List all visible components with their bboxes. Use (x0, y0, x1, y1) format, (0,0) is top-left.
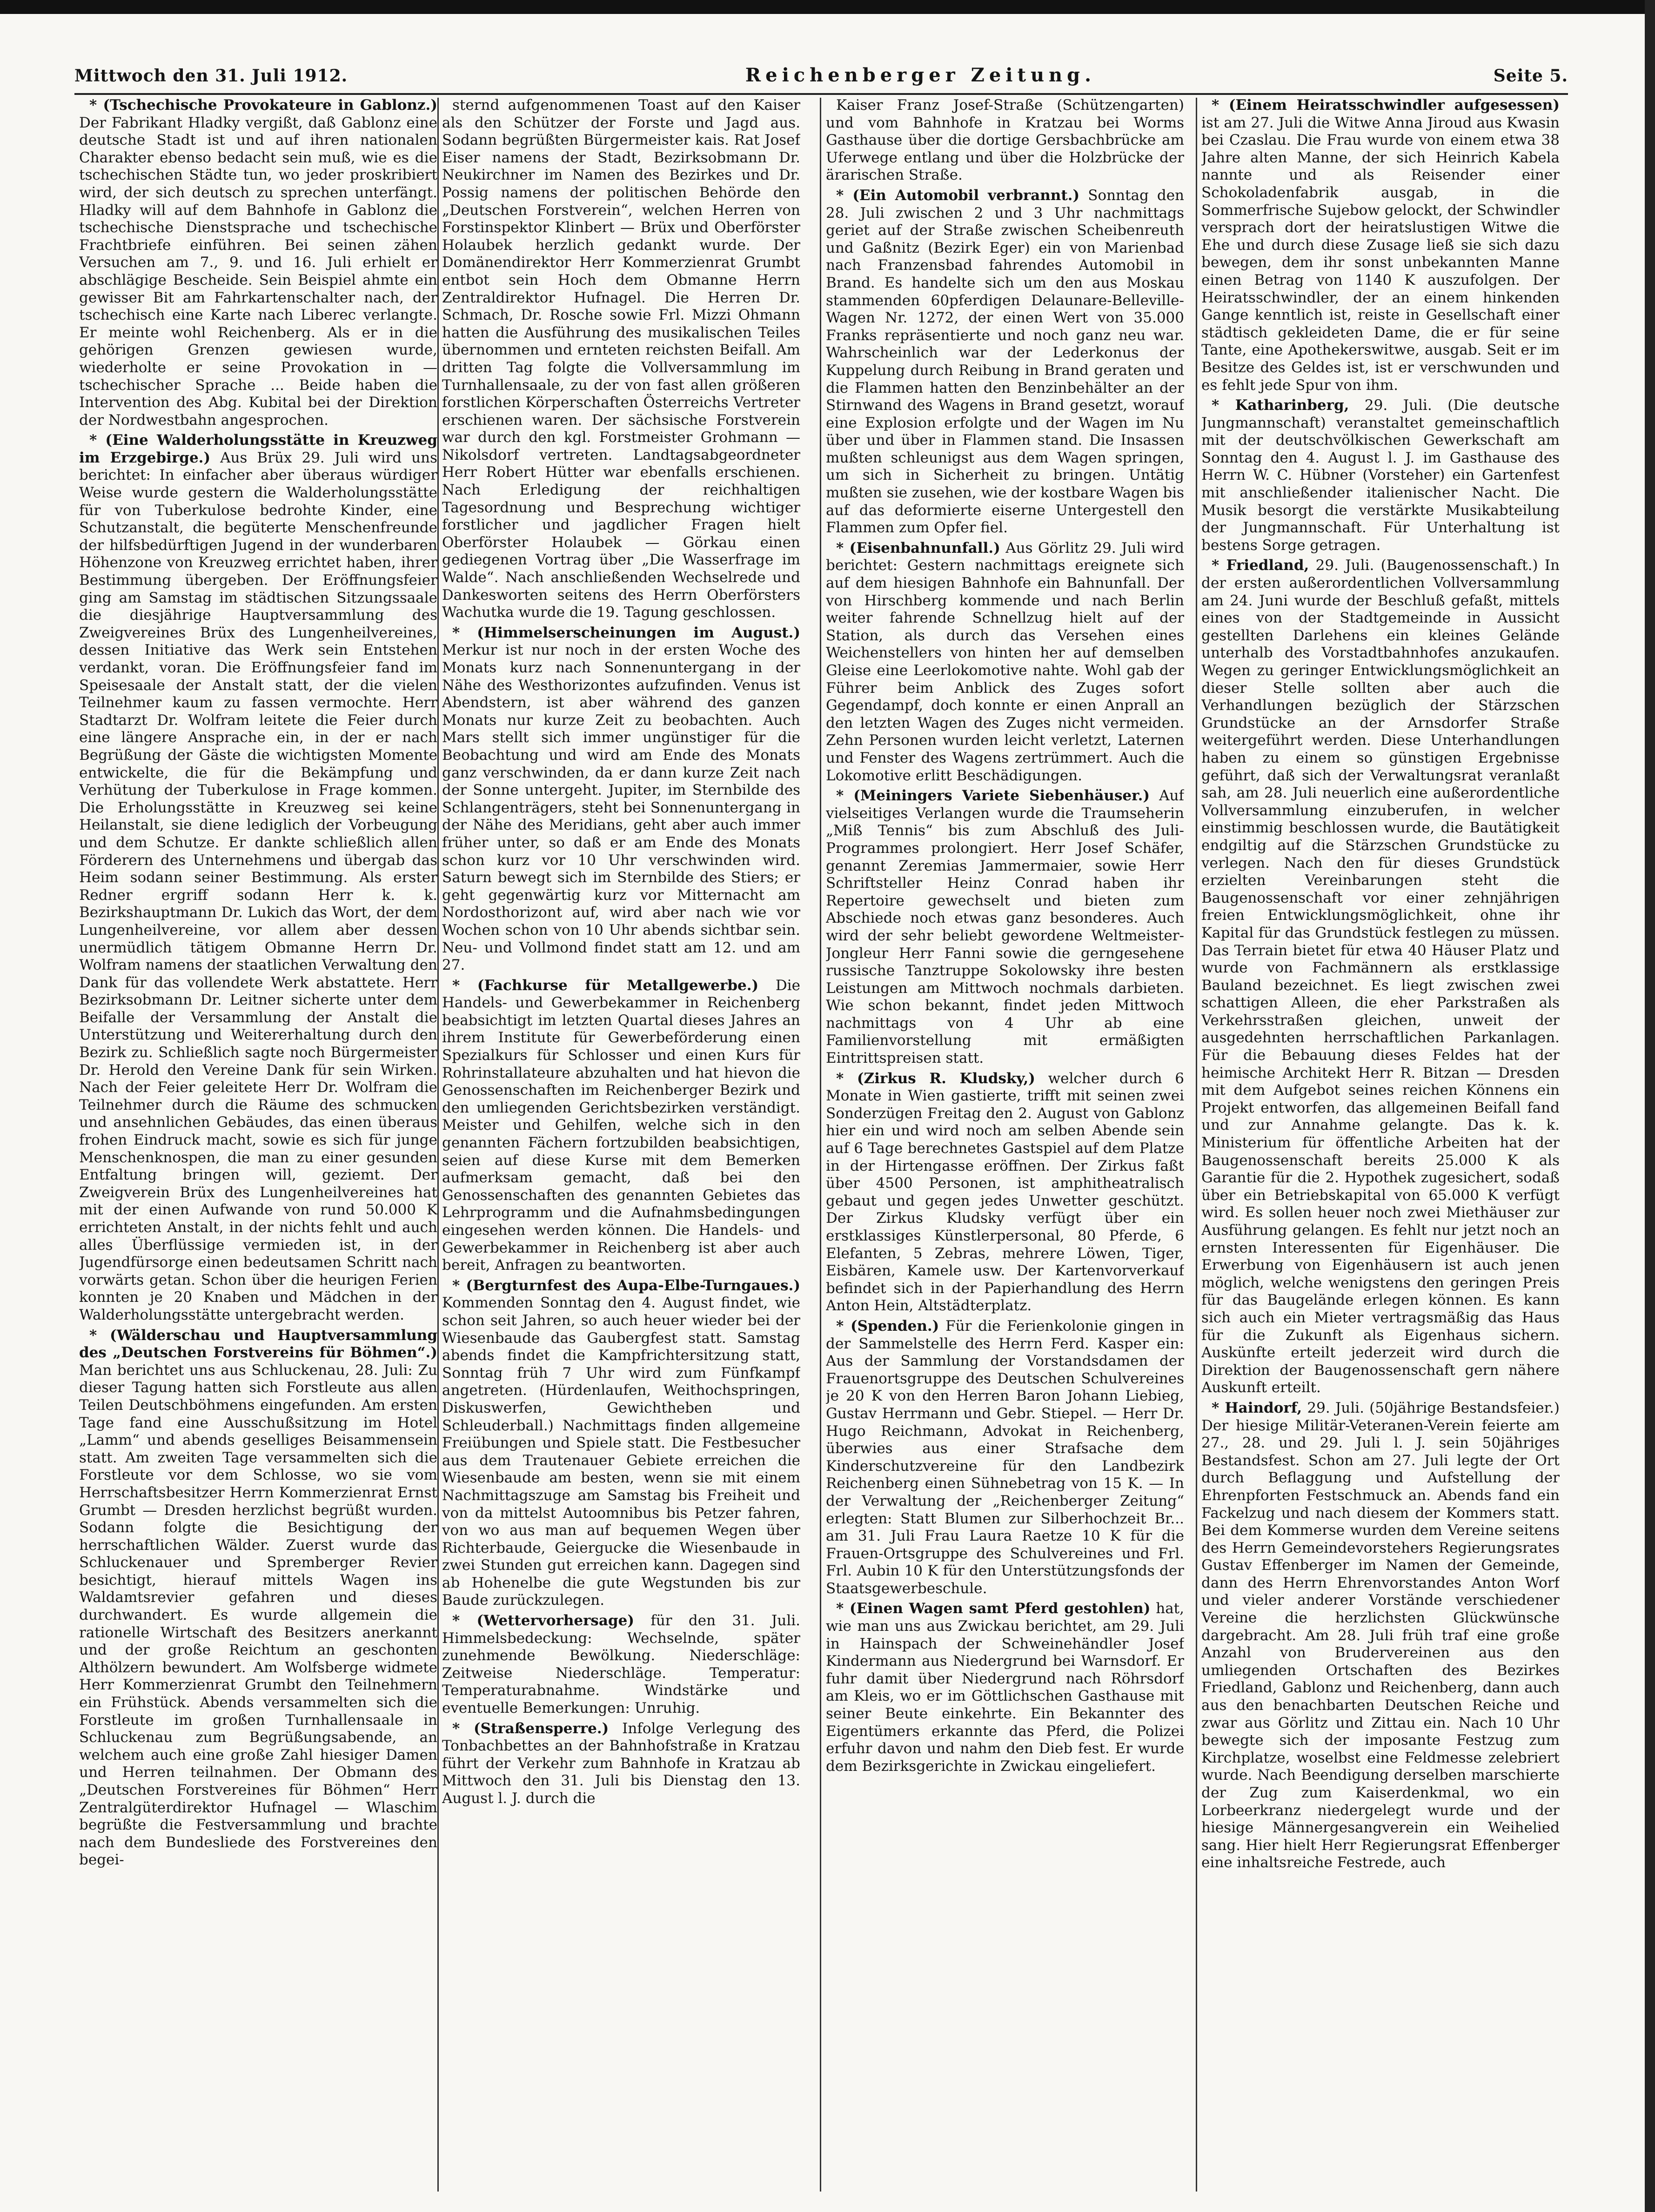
header-date: Mittwoch den 31. Juli 1912. (74, 66, 348, 86)
column-divider (437, 98, 439, 2192)
column-1 (79, 97, 437, 2191)
article (1201, 397, 1560, 554)
article-headline: * (Einem Heiratsschwindler aufgesessen) (1212, 97, 1560, 114)
article (826, 787, 1184, 1067)
article-headline: * (Tschechische Provokateure in Gablonz.) (89, 97, 437, 114)
article-body: Kommenden Sonntag den 4. August findet, wie schon seit Jahren, so auch heuer wieder bei der Wiesenbaude das Gaubergfest statt. Samstag abends findet die Kampfrichtersitzung statt, Sonntag früh 7 Uhr wird zum Fünfkampf angetreten. (Hürdenlaufen, Weithochspringen, Diskuswerfen, Gewichtheben und Schleuderball.) Nachmittags finden allgemeine Freiübungen und Spiele statt. Die Festbesucher aus dem Trautenauer Gebiete erreichen die Wiesenbaude am besten, wenn sie mit einem Nachmittagszuge am Samstag bis Freiheit und von da mittelst Autoomnibus bis Petzer fahren, von wo aus man auf bequemen Wegen über Richterbaude, Geiergucke die Wiesenbaude in zwei Stunden gut erreichen kann. Dagegen sind ab Hohenelbe die gute Wegstunden bis zur Baude zurückzulegen. (442, 1294, 800, 1609)
article-body: Aus Görlitz 29. Juli wird berichtet: Gestern nachmittags ereignete sich auf dem hiesigen Bahnhofe ein Bahnunfall. Der von Hirschberg kommende und nach Berlin weiter fahrende Schnellzug hielt auf der Station, als durch das Versehen eines Weichenstellers von hinten her auf demselben Gleise eine Leerlokomotive nahte. Wohl gab der Führer beim Anblick des Zuges sofort Gegendampf, doch konnte er einen Anprall an den letzten Wagen des Zuges nicht vermeiden. Zehn Personen wurden leicht verletzt, Laternen und Fenster des Wagens zertrümmert. Auch die Lokomotive erlitt Beschädigungen. (826, 539, 1184, 784)
article-body: für den 31. Juli. Himmelsbedeckung: Wechselnde, später zunehmende Bewölkung. Niederschläge: Zeitweise Niederschläge. Temperatur: Temperaturabnahme. Windstärke und eventuelle Bemerkungen: Unruhig. (442, 1612, 800, 1717)
article-headline: * (Fachkurse für Metallgewerbe.) (452, 977, 759, 994)
article-body: hat, wie man uns aus Zwickau berichtet, am 29. Juli in Hainspach der Schweinehändler Josef Kindermann aus Niedergrund bei Warnsdorf. Er fuhr damit über Niedergrund nach Röhrsdorf am Kleis, wo er im Göttlichschen Gasthause mit seiner Beute einkehrte. Ein Bekannter des Eigentümers erkannte das Pferd, die Polizei erfuhr davon und nahm den Dieb fest. Er wurde dem Bezirksgerichte in Zwickau eingeliefert. (826, 1600, 1184, 1775)
newspaper-title: Reichenberger Zeitung. (745, 64, 1096, 86)
article-body: 29. Juli. (50jährige Bestandsfeier.) Der hiesige Militär-Veteranen-Verein feierte am 27., 28. und 29. Juli l. J. sein 50jähriges Bestandsfest. Schon am 27. Juli legte der Ort durch Beflaggung und Aufstellung der Ehrenpforten Festschmuck an. Abends fand ein Fackelzug und nach diesem der Kommers statt. Bei dem Kommerse wurden dem Vereine seitens des Herrn Gemeindevorstehers Regierungsrates Gustav Effenberger im Namen der Gemeinde, dann des Herrn Ehrenvorstandes Anton Worf und vieler anderer Vorstände verschiedener Vereine die herzlichsten Glückwünsche dargebracht. Am 28. Juli früh traf eine große Anzahl von Brudervereinen aus den umliegenden Ortschaften des Bezirkes Friedland, Gablonz und Reichenberg, dann auch aus den benachbarten Deutschen Reiche und zwar aus Görlitz und Zittau ein. Nach 10 Uhr bewegte sich der imposante Festzug zum Kirchplatze, woselbst eine Feldmesse zelebriert wurde. Nach Beendigung derselben marschierte der Zug zum Kaiserdenkmal, wo ein Lorbeerkranz niedergelegt wurde und der hiesige Männergesangverein ein Weihelied sang. Hier hielt Herr Regierungsrat Effenberger eine inhaltsreiche Festrede, auch (1201, 1399, 1560, 1871)
article-headline: * (Wälderschau und Hauptversammlung des „Deutschen Forstvereins für Böhmen“.) (79, 1327, 437, 1361)
article (1201, 557, 1560, 1397)
article-headline: * (Eisenbahnunfall.) (836, 539, 1000, 556)
article-headline: * (Ein Automobil verbrannt.) (836, 187, 1080, 204)
article-body: Kaiser Franz Josef-Straße (Schützengarten) und vom Bahnhofe in Kratzau bei Worms Gasthause über die dortige Gersbachbrücke am Uferwege entlang und über die Holzbrücke der ärarischen Straße. (826, 97, 1184, 184)
article-body: Der Fabrikant Hladky vergißt, daß Gablonz eine deutsche Stadt ist und auf ihren nationalen Charakter ebenso bedacht sein muß, wie es die tschechischen Städte tun, wo jeder proskribiert wird, der sich deutsch zu sprechen unterfängt. Hladky will auf dem Bahnhofe in Gablonz die tschechische Dienstsprache und tschechische Frachtbriefe einführen. Bei seinen zähen Versuchen am 7., 9. und 16. Juli erhielt er abschlägige Bescheide. Sein Beispiel ahmte ein gewisser Bit am Fahrkartenschalter nach, der tschechisch eine Karte nach Liberec verlangte. Er meinte wohl Reichenberg. Als er in die gehörigen Grenzen gewiesen wurde, wiederholte er seine Provokation in — tschechischer Sprache ... Beide haben die Intervention des Abg. Kubital bei der Direktion der Nordwestbahn angesprochen. (79, 114, 437, 429)
article (442, 624, 800, 974)
column-divider (820, 98, 821, 2192)
article-body: Merkur ist nur noch in der ersten Woche des Monats kurz nach Sonnenuntergang in der Nähe des Westhorizontes aufzufinden. Venus ist Abendstern, ist aber während des ganzen Monats nur kurze Zeit zu beobachten. Auch Mars stellt sich immer ungünstiger für die Beobachtung und wird am Ende des Monats ganz verschwinden, da er dann kurze Zeit nach der Sonne untergeht. Jupiter, im Sternbilde des Schlangenträgers, steht bei Sonnenuntergang in der Nähe des Meridians, geht aber auch immer früher unter, so daß er am Ende des Monats schon kurz vor 10 Uhr verschwinden wird. Saturn bewegt sich im Sternbilde des Stiers; er geht gegenwärtig kurz vor Mitternacht am Nordosthorizont auf, wird aber nach wie vor Wochen schon von 10 Uhr abends sichtbar sein. Neu- und Vollmond findet statt am 12. und am 27. (442, 642, 800, 974)
article-headline: * Haindorf, (1212, 1399, 1302, 1416)
article (826, 1070, 1184, 1315)
article (1201, 1400, 1560, 1872)
article (826, 540, 1184, 784)
column-3 (826, 97, 1184, 2191)
article-headline: * Katharinberg, (1212, 397, 1349, 414)
article-headline: * (Einen Wagen samt Pferd gestohlen) (836, 1600, 1151, 1617)
article (826, 1318, 1184, 1598)
column-2 (442, 97, 800, 2191)
article-body: ist am 27. Juli die Witwe Anna Jiroud aus Kwasin bei Czaslau. Die Frau wurde von einem etwa 38 Jahre alten Manne, der sich Heinrich Kabela nannte und als Reisender einer Schokoladenfabrik ausgab, in die Sommerfrische Sujebow gelockt, der Schwindler versprach dort der heiratslustigen Witwe die Ehe und durch diese Zusage ließ sie sich dazu bewegen, dem ihr sonst unbekannten Manne einen Betrag von 1140 K auszufolgen. Der Heiratsschwindler, der an einem hinkenden Gange kenntlich ist, reiste in Gesellschaft einer städtisch gekleideten Dame, die er für seine Tante, eine Apothekerswitwe, ausgab. Seit er im Besitze des Geldes ist, ist er verschwunden und es fehlt jede Spur von ihm. (1201, 114, 1560, 394)
article-headline: * (Himmelserscheinungen im August.) (452, 624, 800, 641)
article-headline: * (Eine Walderholungsstätte in Kreuzweg im Erzgebirge.) (79, 432, 437, 466)
article-body: Für die Ferienkolonie gingen in der Sammelstelle des Herrn Ferd. Kasper ein: Aus der Sammlung der Vorstandsdamen der Frauenortsgruppe des Deutschen Schulvereines je 20 K von den Herren Baron Johann Liebieg, Gustav Herrmann und Gebr. Stiepel. — Herr Dr. Hugo Reichmann, Advokat in Reichenberg, überwies aus einer Strafsache dem Kinderschutzvereine für den Landbezirk Reichenberg einen Sühnebetrag von 15 K. — In der Verwaltung der „Reichenberger Zeitung“ erlegten: Statt Blumen zur Silberhochzeit Br... am 31. Juli Frau Laura Raetze 10 K für die Frauen-Ortsgruppe des Schulvereines und Frl. Frl. Aubin 10 K für den Unterstützungsfonds der Staatsgewerbeschule. (826, 1317, 1184, 1597)
article (79, 97, 437, 429)
article-body: Infolge Verlegung des Tonbachbettes an der Bahnhofstraße in Kratzau führt der Verkehr zum Bahnhofe in Kratzau ab Mittwoch den 31. Juli bis Dienstag den 13. August l. J. durch die (442, 1720, 800, 1807)
article-body: welcher durch 6 Monate in Wien gastierte, trifft mit seinen zwei Sonderzügen Freitag den 2. August von Gablonz hier ein und wird noch am selben Abende sein auf 6 Tage berechnetes Gastspiel auf dem Platze in der Hirtengasse eröffnen. Der Zirkus faßt über 4500 Personen, ist amphitheatralisch gebaut und gegen jedes Unwetter geschützt. Der Zirkus Kludsky verfügt über ein erstklassiges Künstlerpersonal, 80 Pferde, 6 Elefanten, 5 Zebras, mehrere Löwen, Tiger, Eisbären, Kamele usw. Der Kartenvorverkauf befindet sich in der Papierhandlung des Herrn Anton Hein, Altstädterplatz. (826, 1070, 1184, 1314)
article (442, 1720, 800, 1808)
article-body: Sonntag den 28. Juli zwischen 2 und 3 Uhr nachmittags geriet auf der Straße zwischen Scheibenreuth und Gaßnitz (Bezirk Eger) ein von Marienbad nach Franzensbad fahrendes Automobil in Brand. Es handelte sich um den aus Moskau stammenden 60pferdigen Delaunare-Belleville-Wagen Nr. 1272, der einen Wert von 35.000 Franks repräsentierte und noch ganz neu war. Wahrscheinlich war der Lederkonus der Kuppelung durch Reibung in Brand geraten und die Flammen hatten den Benzinbehälter an der Stirnwand des Wagens in Brand gesetzt, worauf eine Explosion erfolgte und der Wagen im Nu über und über in Flammen stand. Die Insassen mußten schleunigst aus dem Wagen springen, um sich in Sicherheit zu bringen. Untätig mußten sie zusehen, wie der kostbare Wagen bis auf das deformierte eiserne Untergestell den Flammen zum Opfer fiel. (826, 187, 1184, 536)
article-headline: * (Zirkus R. Kludsky,) (836, 1070, 1035, 1087)
article (79, 1327, 437, 1869)
page-number: Seite 5. (1493, 66, 1568, 86)
article-body: Aus Brüx 29. Juli wird uns berichtet: In einfacher aber überaus würdiger Weise wurde gestern die Walderholungsstätte für von Tuberkulose bedrohte Kinder, eine Schutzanstalt, die begüterte Menschenfreunde der hilfsbedürftigen Jugend in der wunderbaren Höhenzone von Kreuzweg errichtet haben, ihrer Bestimmung übergeben. Der Eröffnungsfeier ging am Samstag im städtischen Sitzungssaale die diesjährige Hauptversammlung des Zweigvereines Brüx des Lungenheilvereines, dessen Initiative das Werk sein Entstehen verdankt, voran. Die Eröffnungsfeier fand im Speisesaale der Anstalt statt, der die vielen Teilnehmer kaum zu fassen vermochte. Herr Stadtarzt Dr. Wolfram leitete die Feier durch eine längere Ansprache ein, in der er nach Begrüßung der Gäste die wichtigsten Momente entwickelte, die für die Bekämpfung und Verhütung der Tuberkulose in Frage kommen. Die Erholungsstätte in Kreuzweg sei keine Heilanstalt, sie diene lediglich der Vorbeugung und dem Schutze. Er dankte schließlich allen Förderern des Unternehmens und übergab das Heim sodann seiner Bestimmung. Als erster Redner ergriff sodann Herr k. k. Bezirkshauptmann Dr. Lukich das Wort, der dem Lungenheilvereine, vor allem aber dessen unermüdlich tätigem Obmanne Herrn Dr. Wolfram namens der staatlichen Verwaltung den Dank für das vollendete Werk abstattete. Herr Bezirksobmann Dr. Leitner sicherte unter dem Beifalle der Versammlung der Anstalt die Unterstützung und Weitererhaltung durch den Bezirk zu. Schließlich sagte noch Bürgermeister Dr. Herold den Vereine Dank für sein Wirken. Nach der Feier geleitete Herr Dr. Wolfram die Teilnehmer durch die Räume des schmucken und ansehnlichen Gebäudes, das einen überaus frohen Eindruck macht, sowie es sich für junge Menschenknospen, die man zu einer gesunden Entfaltung bringen will, geziemt. Der Zweigverein Brüx des Lungenheilvereines hat mit der einen Aufwande von rund 50.000 K errichteten Anstalt, in der nichts fehlt und auch alles Überflüssige vermieden ist, in der Jugendfürsorge einen bedeutsamen Schritt nach vorwärts getan. Schon über die heurigen Ferien konnten je 20 Knaben und Mädchen in der Walderholungsstätte untergebracht werden. (79, 449, 437, 1323)
page-header (74, 64, 1568, 92)
article-headline: * (Bergturnfest des Aupa-Elbe-Turngaues.) (452, 1277, 800, 1294)
article (442, 1277, 800, 1609)
article (826, 97, 1184, 184)
article (442, 977, 800, 1274)
column-divider (1196, 98, 1197, 2192)
column-4 (1201, 97, 1560, 2191)
article-body: sternd aufgenommenen Toast auf den Kaiser als den Schützer der Forste und Jagd aus. Sodann begrüßten Bürgermeister kais. Rat Josef Eiser namens der Stadt, Bezirksobmann Dr. Neukirchner im Namen des Bezirkes und Dr. Possig namens der politischen Behörde den „Deutschen Forstverein“, welchen Herren von Forstinspektor Klinbert — Brüx und Oberförster Holaubek herzlich gedankt wurde. Der Domänendirektor Herr Kommerzienrat Grumbt entbot sein Hoch dem Obmanne Herrn Zentraldirektor Hufnagel. Die Herren Dr. Schmach, Dr. Rosche sowie Frl. Mizzi Ohmann hatten die Ausführung des musikalischen Teiles übernommen und ernteten reichsten Beifall. Am dritten Tag folgte die Vollversammlung im Turnhallensaale, zu der von fast allen größeren forstlichen Körperschaften Österreichs Vertreter erschienen waren. Der sächsische Forstverein war durch den kgl. Forstmeister Grohmann — Nikolsdorf vertreten. Landtagsabgeordneter Herr Robert Hütter war ebenfalls erschienen. Nach Erledigung der reichhaltigen Tagesordnung und Besprechung wichtiger forstlicher und jagdlicher Fragen hielt Oberförster Holaubek — Görkau einen gediegenen Vortrag über „Die Wasserfrage im Walde“. Nach anschließenden Wechselrede und Dankesworten seitens des Herrn Oberförsters Wachutka wurde die 19. Tagung geschlossen. (442, 97, 800, 621)
article-body: 29. Juli. (Die deutsche Jungmannschaft) veranstaltet gemeinschaftlich mit der deutschvölkischen Gewerkschaft am Sonntag den 4. August l. J. im Gasthause des Herrn W. C. Hübner (Vorsteher) ein Gartenfest mit anschließender italienischer Nacht. Die Musik besorgt die verstärkte Musikabteilung der Jungmannschaft. Für Unterhaltung ist bestens Sorge getragen. (1201, 397, 1560, 554)
article-body: Man berichtet uns aus Schluckenau, 28. Juli: Zu dieser Tagung hatten sich Forstleute aus allen Teilen Deutschböhmens eingefunden. Am ersten Tage fand eine Ausschußsitzung im Hotel „Lamm“ und abends geselliges Beisammensein statt. Am zweiten Tage versammelten sich die Forstleute vor dem Schlosse, wo sie vom Herrschaftsbesitzer Herrn Kommerzienrat Ernst Grumbt — Dresden herzlichst begrüßt wurden. Sodann folgte die Besichtigung der herrschaftlichen Wälder. Zuerst wurde das Schluckenauer und Spremberger Revier besichtigt, hierauf mittels Wagen ins Waldamtsrevier gefahren und dieses durchwandert. Es wurde allgemein die rationelle Wirtschaft des Besitzers anerkannt und der große Reichtum an geschonten Althölzern bewundert. Am Wolfsberge widmete Herr Kommerzienrat Grumbt den Teilnehmern ein Frühstück. Abends versammelten sich die Forstleute im großen Turnhallensaale in Schluckenau zum Begrüßungsabende, an welchem auch eine große Zahl hiesiger Damen und Herren teilnahmen. Der Obmann des „Deutschen Forstvereines für Böhmen“ Herr Zentralgüterdirektor Hufnagel — Wlaschim begrüßte die Festversammlung und brachte nach dem Bundesliede des Forstvereines den begei- (79, 1361, 437, 1869)
article-body: Auf vielseitiges Verlangen wurde die Traumseherin „Miß Tennis“ bis zum Abschluß des Juli-Programmes prolongiert. Herr Josef Schäfer, genannt Zeremias Jammermaier, sowie Herr Schriftsteller Heinz Conrad haben ihr Repertoire gewechselt und bieten zum Abschiede noch etwas ganz besonderes. Auch wird der sehr beliebt gewordene Weltmeister-Jongleur Herr Fanni sowie die gerngesehene russische Tanztruppe Sokolowsky ihre besten Leistungen am Mittwoch nochmals darbieten. Wie schon bekannt, findet jeden Mittwoch nachmittags von 4 Uhr ab eine Familienvorstellung mit ermäßigten Eintrittspreisen statt. (826, 787, 1184, 1067)
article (79, 432, 437, 1324)
article-headline: * (Spenden.) (836, 1317, 939, 1334)
article-headline: * Friedland, (1212, 557, 1309, 574)
article (442, 1612, 800, 1717)
header-rule (74, 93, 1568, 95)
article (1201, 97, 1560, 394)
article (826, 187, 1184, 537)
article-headline: * (Meiningers Variete Siebenhäuser.) (836, 787, 1150, 804)
article (826, 1600, 1184, 1775)
article-body: Die Handels- und Gewerbekammer in Reichenberg beabsichtigt im letzten Quartal dieses Jahres an ihrem Institute für Gewerbeförderung einen Spezialkurs für Schlosser und einen Kurs für Rohrinstallateure abzuhalten und hat hievon die Genossenschaften im Reichenberger Bezirk und den umliegenden Gerichtsbezirken verständigt. Meister und Gehilfen, welche sich in den genannten Fächern fortzubilden beabsichtigen, seien auf diese Kurse mit dem Bemerken aufmerksam gemacht, daß bei den Genossenschaften des genannten Gebietes das Lehrprogramm und die Aufnahmsbedingungen eingesehen werden können. Die Handels- und Gewerbekammer in Reichenberg ist aber auch bereit, Anfragen zu beantworten. (442, 977, 800, 1274)
article-headline: * (Straßensperre.) (452, 1720, 609, 1737)
scan-right-edge (1645, 0, 1655, 2212)
article-body: 29. Juli. (Baugenossenschaft.) In der ersten außerordentlichen Vollversammlung am 24. Juni wurde der Beschluß gefaßt, mittels eines von der Stadtgemeinde in Aussicht gestellten Darlehens ein kleines Gelände unterhalb des Vorstadtbahnhofes anzukaufen. Wegen zu geringer Entwicklungsmöglichkeit an dieser Stelle sollten aber auch die Verhandlungen bezüglich der Stärzschen Grundstücke an der Arnsdorfer Straße weitergeführt werden. Diese Unterhandlungen haben zu einem so günstigen Ergebnisse geführt, daß sich der Verwaltungsrat veranlaßt sah, am 28. Juli neuerlich eine außerordentliche Vollversammlung einzuberufen, in welcher einstimmig beschlossen wurde, die Bautätigkeit endgiltig auf die Stärzschen Grundstücke zu verlegen. Nach den für dieses Grundstück erzielten Vereinbarungen steht die Baugenossenschaft vor einer zehnjährigen freien Entwicklungsmöglichkeit, ohne ihr Kapital für das Grundstück festlegen zu müssen. Das Terrain bietet für etwa 40 Häuser Platz und wurde von Fachmännern als erstklassige Bauland bezeichnet. Es liegt zwischen zwei schattigen Alleen, die eher Parkstraßen als Verkehrsstraßen gleichen, unweit der ausgedehnten herrschaftlichen Parkanlagen. Für die Bebauung dieses Feldes hat der heimische Architekt Herr R. Bitzan — Dresden mit dem Aufgebot seines reichen Könnens ein Projekt entworfen, das allgemeinen Beifall fand und zur Annahme gelangte. Das k. k. Ministerium für öffentliche Arbeiten hat der Baugenossenschaft bereits 25.000 K als Garantie für die 2. Hypothek zugesichert, sodaß über ein Betriebskapital von 65.000 K verfügt wird. Es sollen heuer noch zwei Miethäuser zur Ausführung gelangen. Es fehlt nur jetzt noch an ernsten Interessenten für Eigenhäuser. Die Erwerbung von Eigenhäusern ist auch jenen möglich, welche wenigstens den geringen Preis für das Baugelände erlegen können. Es kann sich auch ein Mieter vertragsmäßig das Haus für die Zukunft als Eigenhaus sichern. Auskünfte erteilt jederzeit wird durch die Direktion der Baugenossenschaft gern nähere Auskunft erteilt. (1201, 557, 1560, 1396)
article-headline: * (Wettervorhersage) (452, 1612, 635, 1629)
scan-top-edge (0, 0, 1655, 14)
article (442, 97, 800, 622)
